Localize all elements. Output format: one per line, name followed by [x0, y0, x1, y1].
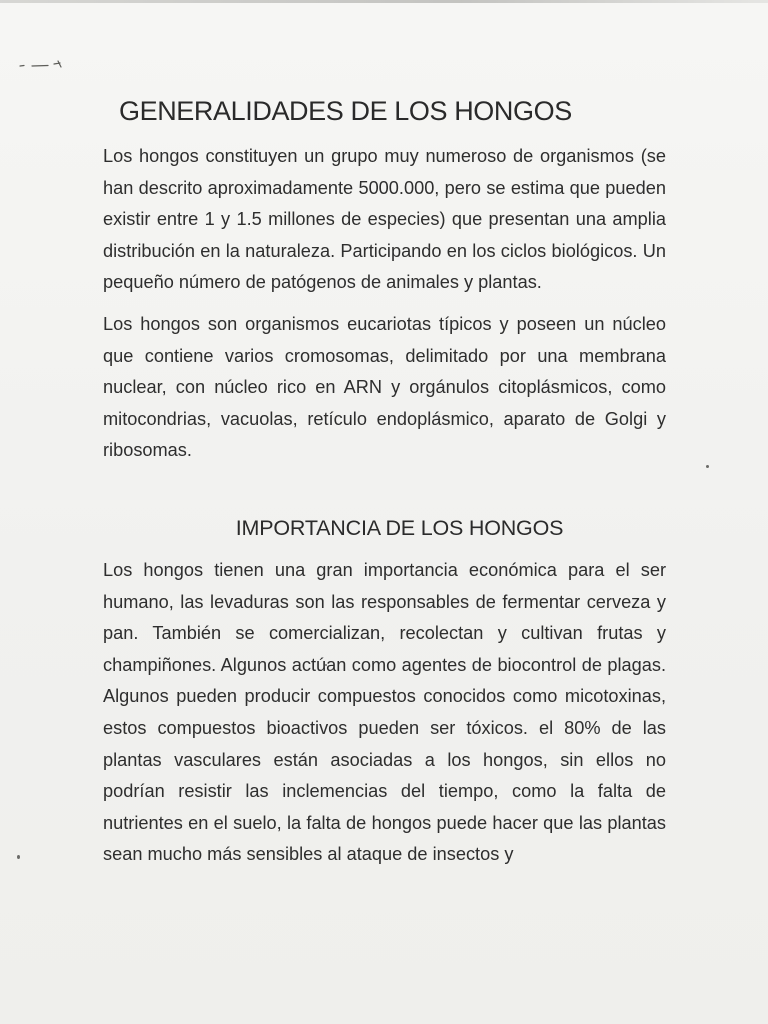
intro-paragraph-1: Los hongos constituyen un grupo muy numeroso de organismos (se han descrito aproximadamente 5000.000, pero se estima que pueden existir entre 1 y 1.5 millones de especies) que presentan una amplia distribución en la naturaleza. Participando en los ciclos biológicos. Un pequeño número de patógenos de animales y plantas. — [103, 146, 666, 293]
document-body — [103, 96, 666, 871]
section-title-importancia: IMPORTANCIA DE LOS HONGOS — [235, 515, 564, 540]
intro-paragraph-2: Los hongos son organismos eucariotas típicos y poseen un núcleo que contiene varios cromosomas, delimitado por una membrana nuclear, con núcleo rico en ARN y orgánulos citoplásmicos, como mitocondrias, vacuolas, retículo endoplásmico, aparato de Golgi y ribosomas. — [103, 313, 666, 461]
scan-speck — [17, 855, 20, 859]
section-paragraph-1: Los hongos tienen una gran importancia económica para el ser humano, las levaduras son las responsables de fermentar cerveza y pan. También se comercializan, recolectan y cultivan frutas y champiñones. Algunos actúan como agentes de biocontrol de plagas. Algunos pueden producir compuestos conocidos como micotoxinas, estos compuestos bioactivos pueden ser tóxicos. el 80% de las plantas vasculares están asociadas a los hongos, sin ellos no podrían resistir las inclemencias del tiempo, como la falta de nutrientes en el suelo, la falta de hongos puede hacer que las plantas sean mucho más sensibles al ataque de insectos y — [103, 559, 666, 865]
scan-speck — [706, 465, 709, 468]
ink-mark-icon — [18, 60, 68, 70]
scan-top-edge — [0, 0, 768, 3]
document-title: GENERALIDADES DE LOS HONGOS — [119, 96, 572, 126]
